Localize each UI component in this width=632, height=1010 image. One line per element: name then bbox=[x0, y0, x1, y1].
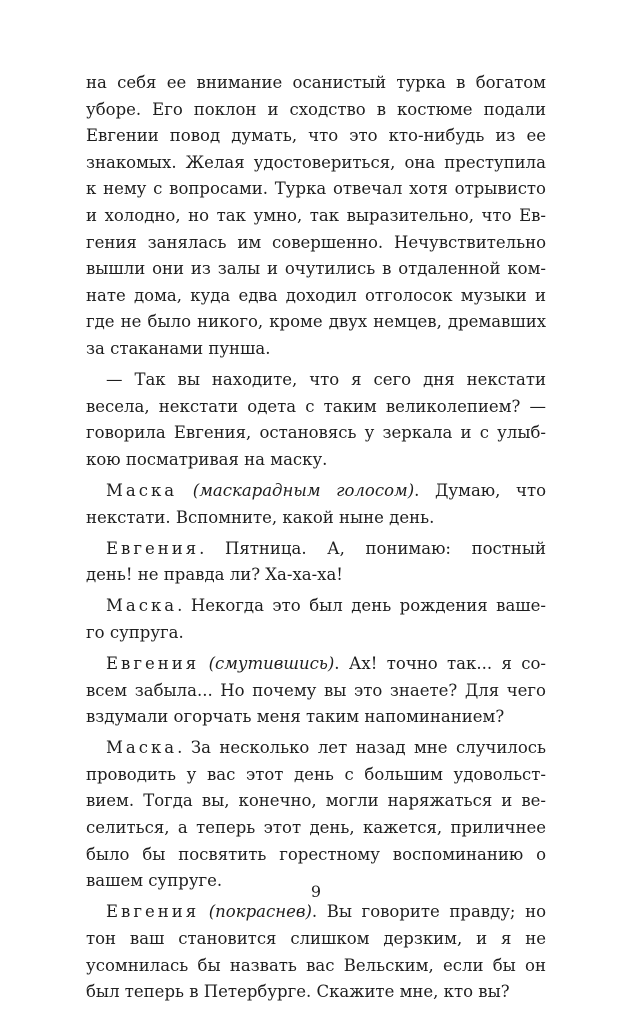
text-line: Евгении повод думать, что это кто-нибудь из ее bbox=[86, 126, 546, 146]
speaker-name: Маска bbox=[106, 738, 178, 758]
line-text: . Вы говорите правду; но bbox=[311, 902, 546, 922]
line-text: . Ах! точно так... я со- bbox=[334, 653, 547, 673]
line-text: . За несколько лет назад мне случилось bbox=[177, 738, 546, 758]
speaker-name: Маска bbox=[106, 480, 178, 500]
text-line: вашем супруге. bbox=[86, 871, 223, 891]
text-line: за стаканами пунша. bbox=[86, 338, 271, 358]
text-line bbox=[86, 899, 546, 926]
speaker-name: Евгения bbox=[106, 902, 200, 922]
text-line: проводить у вас этот день с большим удовольст- bbox=[86, 764, 546, 784]
dialogue-paragraph bbox=[86, 536, 546, 589]
stage-direction: (смутившись) bbox=[208, 653, 335, 673]
text-line: селиться, а теперь этот день, кажется, приличнее bbox=[86, 818, 546, 838]
dialogue-paragraph bbox=[86, 593, 546, 646]
body-text bbox=[86, 70, 546, 1006]
stage-direction: (маскарадным голосом) bbox=[192, 480, 415, 500]
text-line: уборе. Его поклон и сходство в костюме подали bbox=[86, 99, 546, 119]
text-line: гения занялась им совершенно. Нечувствительно bbox=[86, 232, 546, 252]
dialogue-paragraph bbox=[86, 899, 546, 1005]
stage-direction: (покраснев) bbox=[208, 902, 312, 922]
text-line bbox=[86, 478, 546, 505]
text-line: вием. Тогда вы, конечно, могли наряжаться и ве- bbox=[86, 791, 546, 811]
text-line: день! не правда ли? Ха-ха-ха! bbox=[86, 565, 343, 585]
text-line: на себя ее внимание осанистый турка в богатом bbox=[86, 73, 546, 92]
text-line: и холодно, но так умно, так выразительно, что Ев- bbox=[86, 205, 546, 225]
dialogue-paragraph bbox=[86, 651, 546, 731]
page-content bbox=[86, 70, 546, 1010]
text-line: знакомых. Желая удостовериться, она преступила bbox=[86, 152, 546, 172]
text-line: к нему с вопросами. Турка отвечал хотя отрывисто bbox=[86, 179, 546, 199]
line-text: . Думаю, что bbox=[414, 480, 547, 500]
text-line: го супруга. bbox=[86, 622, 184, 642]
speaker-name: Евгения bbox=[106, 538, 200, 558]
text-line: усомнилась бы назвать вас Вельским, если бы он bbox=[86, 955, 546, 975]
text-line: был теперь в Петербурге. Скажите мне, кто вы? bbox=[86, 982, 510, 1002]
text-line: было бы посвятить горестному воспоминанию о bbox=[86, 844, 546, 864]
text-line bbox=[86, 651, 546, 678]
narrative-paragraph bbox=[86, 70, 546, 363]
text-line: некстати. Вспомните, какой ныне день. bbox=[86, 507, 435, 527]
speaker-name: Маска bbox=[106, 596, 178, 616]
text-line: вздумали огорчать меня таким напоминанием? bbox=[86, 707, 505, 727]
line-text: . Пятница. А, понимаю: постный bbox=[199, 538, 546, 558]
text-line: где не было никого, кроме двух немцев, дремавших bbox=[86, 312, 546, 332]
line-text: . Некогда это был день рождения ваше- bbox=[177, 596, 546, 616]
text-line: — Так вы находите, что я сего дня некстати bbox=[106, 370, 546, 390]
dialogue-paragraph bbox=[86, 735, 546, 895]
text-line: кою посматривая на маску. bbox=[86, 449, 328, 469]
text-line: всем забыла... Но почему вы это знаете? Для чего bbox=[86, 680, 546, 700]
page-number: 9 bbox=[310, 882, 322, 901]
text-line: вышли они из залы и очутились в отдаленной ком- bbox=[86, 259, 546, 279]
text-line bbox=[86, 536, 546, 563]
narrative-paragraph bbox=[86, 367, 546, 473]
dialogue-paragraph bbox=[86, 478, 546, 531]
speaker-name: Евгения bbox=[106, 653, 200, 673]
text-line: тон ваш становится слишком дерзким, и я не bbox=[86, 928, 546, 948]
text-line bbox=[86, 735, 546, 762]
text-line bbox=[86, 593, 546, 620]
text-line: весела, некстати одета с таким великолепием? — bbox=[86, 396, 546, 416]
text-line: нате дома, куда едва доходил отголосок музыки и bbox=[86, 285, 546, 305]
text-line: говорила Евгения, остановясь у зеркала и с улыб- bbox=[86, 423, 546, 443]
